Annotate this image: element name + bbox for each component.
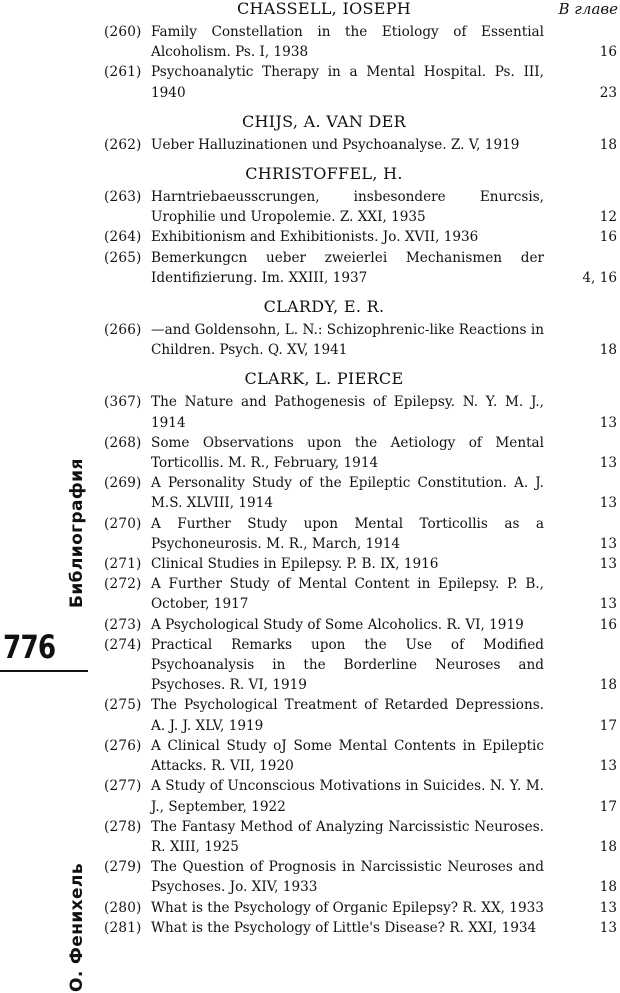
entry-text: A Study of Unconscious Motivations in Suicides. N. Y. M. J., September, 1922 xyxy=(151,778,544,815)
entry-text: A Personality Study of the Epileptic Constitution. A. J. M.S. XLVIII, 1914 xyxy=(151,475,544,512)
bibliography-entry xyxy=(104,574,620,614)
bibliography-entry xyxy=(104,248,620,288)
entry-text: Psychoanalytic Therapy in a Mental Hospital. Ps. III, 1940 xyxy=(151,64,544,101)
entry-number: (261) xyxy=(104,64,142,81)
bibliography-entry xyxy=(104,857,620,897)
entry-number: (275) xyxy=(104,697,142,714)
entry-text: Bemerkungcn ueber zweierlei Mechanismen der Identifizierung. Im. XXIII, 1937 xyxy=(151,249,544,286)
bibliography-entry xyxy=(104,817,620,857)
bibliography-entry xyxy=(104,135,620,155)
entry-number: (281) xyxy=(104,919,142,936)
sidebar xyxy=(0,0,87,993)
entry-chapter-ref: 17 xyxy=(599,798,617,815)
bibliography-entry xyxy=(104,554,620,574)
entry-text: A Further Study upon Mental Torticollis as a Psychoneurosis. M. R., March, 1914 xyxy=(151,515,544,552)
entry-text: Some Observations upon the Aetiology of Mental Torticollis. M. R., February, 1914 xyxy=(151,434,544,472)
entry-number: (272) xyxy=(104,576,142,593)
entry-number: (271) xyxy=(104,556,142,573)
entry-number: (263) xyxy=(104,189,142,206)
bibliography-entry xyxy=(104,392,620,432)
entry-chapter-ref: 13 xyxy=(599,758,617,775)
bibliography-entry xyxy=(104,635,620,696)
entry-number: (277) xyxy=(104,778,142,795)
entry-text: The Nature and Pathogenesis of Epilepsy. N. Y. M. J., 1914 xyxy=(151,394,544,431)
entry-chapter-ref: 16 xyxy=(599,616,617,633)
entry-text: Clinical Studies in Epilepsy. P. B. IX, 1916 xyxy=(151,556,439,573)
bibliography-entry xyxy=(104,776,620,816)
entry-number: (274) xyxy=(104,636,142,653)
bibliography-entry xyxy=(104,514,620,554)
entry-text: A Clinical Study oJ Some Mental Contents in Epileptic Attacks. R. VII, 1920 xyxy=(151,737,544,775)
entry-number: (266) xyxy=(104,322,142,339)
entry-text: The Question of Prognosis in Narcissistic Neuroses and Psychoses. Jo. XIV, 1933 xyxy=(151,859,544,896)
entry-text: What is the Psychology of Little's Disease? R. XXI, 1934 xyxy=(151,919,537,936)
bibliography-entry xyxy=(104,615,620,635)
entry-number: (279) xyxy=(104,859,142,876)
entry-chapter-ref: 18 xyxy=(599,342,617,359)
entry-number: (278) xyxy=(104,818,142,835)
entry-text: What is the Psychology of Organic Epilepsy? R. XX, 1933 xyxy=(151,899,544,916)
bibliography-entry xyxy=(104,918,620,938)
entry-chapter-ref: 18 xyxy=(599,677,617,694)
entry-text: Harntriebaeusscrungen, insbesondere Enurcsis, Urophilie und Uropolemie. Z. XXI, 1935 xyxy=(151,189,544,226)
author-heading: CLARK, L. PIERCE xyxy=(244,369,404,389)
entry-number: (367) xyxy=(104,394,142,411)
page-number: 776 xyxy=(3,628,56,666)
entry-chapter-ref: 13 xyxy=(599,495,617,512)
entry-text: A Further Study of Mental Content in Epilepsy. P. B., October, 1917 xyxy=(151,576,544,613)
entry-number: (264) xyxy=(104,229,142,246)
entry-number: (268) xyxy=(104,434,142,451)
entry-text: A Psychological Study of Some Alcoholics. R. VI, 1919 xyxy=(151,616,524,633)
entry-chapter-ref: 13 xyxy=(599,414,617,431)
page-number-rule xyxy=(0,670,88,672)
entry-text: —and Goldensohn, L. N.: Schizophrenic-like Reactions in Children. Psych. Q. XV, 1941 xyxy=(151,322,544,359)
entry-text: The Psychological Treatment of Retarded Depressions. A. J. J. XLV, 1919 xyxy=(151,697,544,734)
entry-text: Family Constellation in the Etiology of Essential Alcoholism. Ps. I, 1938 xyxy=(151,24,544,61)
author-heading: CLARDY, E. R. xyxy=(263,297,385,317)
entry-chapter-ref: 13 xyxy=(599,899,617,916)
entry-chapter-ref: 16 xyxy=(599,229,617,246)
bibliography-entry xyxy=(104,736,620,776)
entry-number: (265) xyxy=(104,249,142,266)
bibliography-groups xyxy=(104,0,620,938)
book-author: О. Фенихель xyxy=(67,863,87,992)
entry-text: Ueber Halluzinationen und Psychoanalyse. Z. V, 1919 xyxy=(151,136,520,153)
entry-text: Practical Remarks upon the Use of Modified Psychoanalysis in the Borderline Neuroses and Psychoses. R. VI, 1919 xyxy=(151,636,544,694)
entry-chapter-ref: 4, 16 xyxy=(582,269,617,286)
entry-number: (262) xyxy=(104,136,142,153)
entry-text: The Fantasy Method of Analyzing Narcissistic Neuroses. R. XIII, 1925 xyxy=(151,818,544,855)
entry-chapter-ref: 13 xyxy=(599,919,617,936)
bibliography-entry xyxy=(104,898,620,918)
entry-chapter-ref: 17 xyxy=(599,717,617,734)
entry-number: (273) xyxy=(104,616,142,633)
author-heading: CHRISTOFFEL, H. xyxy=(245,164,403,184)
author-heading: CHASSELL, IOSEPH xyxy=(236,0,412,18)
bibliography-entry xyxy=(104,320,620,360)
entry-number: (269) xyxy=(104,475,142,492)
entry-text: Exhibitionism and Exhibitionists. Jo. XVII, 1936 xyxy=(151,229,479,246)
entry-chapter-ref: 18 xyxy=(599,838,617,855)
bibliography-entry xyxy=(104,22,620,62)
column-header: В главе xyxy=(558,0,618,18)
author-heading: CHIJS, A. VAN DER xyxy=(242,111,406,131)
bibliography-content xyxy=(104,0,620,938)
section-title: Библиография xyxy=(67,458,87,608)
entry-chapter-ref: 13 xyxy=(599,596,617,613)
entry-number: (270) xyxy=(104,515,142,532)
bibliography-entry xyxy=(104,62,620,102)
entry-number: (260) xyxy=(104,24,142,40)
bibliography-entry xyxy=(104,695,620,735)
entry-chapter-ref: 23 xyxy=(599,84,617,101)
entry-chapter-ref: 13 xyxy=(599,535,617,552)
bibliography-entry xyxy=(104,227,620,247)
entry-number: (280) xyxy=(104,899,142,916)
bibliography-entry xyxy=(104,187,620,227)
entry-chapter-ref: 18 xyxy=(599,879,617,896)
entry-chapter-ref: 12 xyxy=(599,209,617,226)
bibliography-entry xyxy=(104,433,620,473)
entry-number: (276) xyxy=(104,737,142,754)
entry-chapter-ref: 13 xyxy=(599,556,617,573)
bibliography-entry xyxy=(104,473,620,513)
entry-chapter-ref: 13 xyxy=(599,455,617,472)
entry-chapter-ref: 18 xyxy=(599,136,617,153)
entry-chapter-ref: 16 xyxy=(599,44,617,61)
